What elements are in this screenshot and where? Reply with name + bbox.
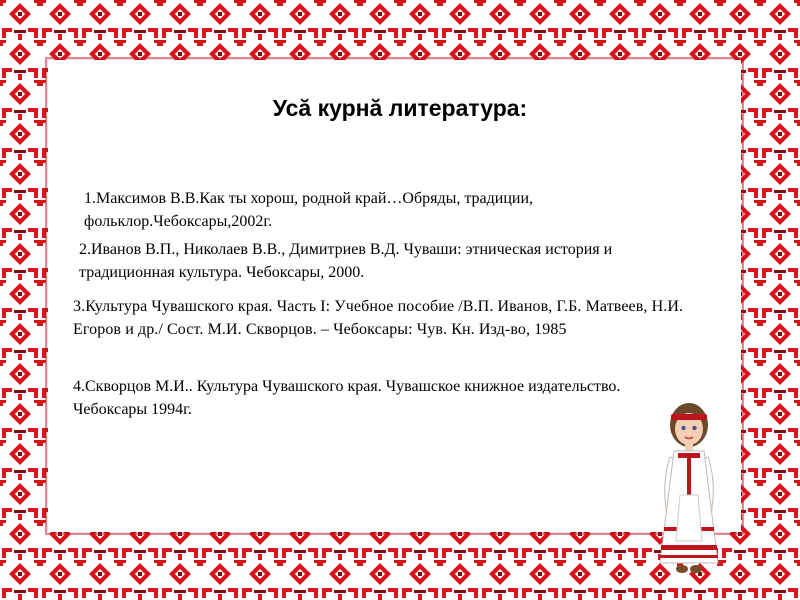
reference-2: 2.Иванов В.П., Николаев В.В., Димитриев В.Д. Чуваши: этническая история и традиционная культура. Чебоксары, 2000. — [79, 241, 613, 281]
reference-4: 4.Скворцов М.И.. Культура Чувашского края. Чувашское книжное издательство. Чебоксары 1994г. — [73, 378, 621, 418]
reference-1: 1.Максимов В.В.Как ты хорош, родной край…Обряды, традиции, фольклор.Чебоксары,2002г. — [84, 190, 534, 230]
reference-3: 3.Культура Чувашского края. Часть I: Учебное пособие /В.П. Иванов, Г.Б. Матвеев, Н.И. Егоров и др./ Сост. М.И. Скворцов. – Чебоксары: Чув. Кн. Изд-во, 1985 — [73, 298, 684, 338]
slide-title: Усӑ курнӑ литература: — [272, 95, 528, 121]
doll-illustration — [648, 395, 730, 575]
